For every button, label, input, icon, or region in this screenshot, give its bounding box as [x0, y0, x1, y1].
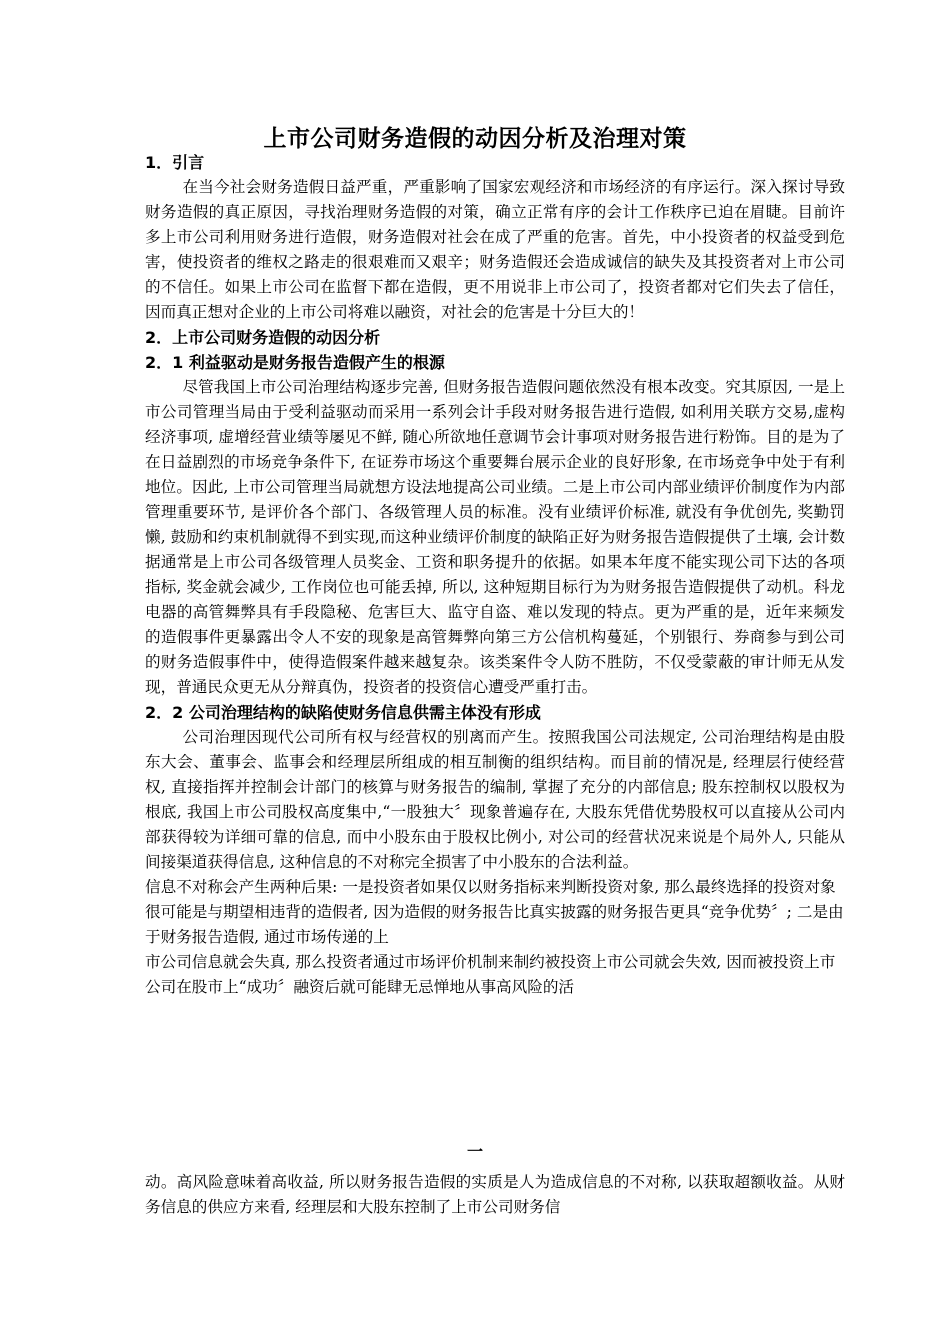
paragraph-2-1: 尽管我国上市公司治理结构逐步完善, 但财务报告造假问题依然没有根本改变。究其原因, 一是上市公司管理当局由于受利益驱动而采用一系列会计手段对财务报告进行造假, 如利用关联方交易,虚构经济事项, 虚增经营业绩等屡见不鲜, 随心所欲地任意调节会计事项对财务报告进行粉饰。目的是为了在日益剧烈的市场竞争条件下, 在证券市场这个重要舞台展示企业的良好形象, 在市场竞争中处于有利地位。因此, 上市公司管理当局就想方设法地提高公司业绩。二是上市公司内部业绩评价制度作为内部管理重要环节, 是评价各个部门、各级管理人员的标准。没有业绩评价标准, 就没有争优创先, 奖勤罚懒, 鼓励和约束机制就得不到实现,而这种业绩评价制度的缺陷正好为财务报告造假提供了土壤, 会计数据通常是上市公司各级管理人员奖金、工资和职务提升的依据。如果本年度不能实现公司下达的各项指标, 奖金就会减少, 工作岗位也可能丢掉, 所以, 这种短期目标行为为财务报告造假提供了动机。科龙电器的高管舞弊具有手段隐秘、危害巨大、监守自盗、难以发现的特点。更为严重的是，近年来频发的造假事件更暴露出令人不安的现象是高管舞弊向第三方公信机构蔓延，个别银行、券商参与到公司的财务造假事件中，使得造假案件越来越复杂。该类案件令人防不胜防，不仅受蒙蔽的审计师无从发现，普通民众更无从分辩真伪，投资者的投资信心遭受严重打击。 — [145, 378, 845, 696]
paragraph-introduction: 在当今社会财务造假日益严重，严重影响了国家宏观经济和市场经济的有序运行。深入探讨导致财务造假的真正原因，寻找治理财务造假的对策，确立正常有序的会计工作秩序已迫在眉睫。目前许多上市公司利用财务进行造假，财务造假对社会在成了严重的危害。首先，中小投资者的权益受到危害，使投资者的维权之路走的很艰难而又艰辛；财务造假还会造成诚信的缺失及其投资者对上市公司的不信任。如果上市公司在监督下都在造假，更不用说非上市公司了，投资者都对它们失去了信任，因而真正想对企业的上市公司将难以融资，对社会的危害是十分巨大的！ — [145, 178, 845, 321]
paragraph-2-2: 公司治理因现代公司所有权与经营权的别离而产生。按照我国公司法规定, 公司治理结构是由股东大会、董事会、监事会和经理层所组成的相互制衡的组织结构。而目前的情况是, 经理层行使经营权, 直接指挥并控制会计部门的核算与财务报告的编制, 掌握了充分的内部信息; 股东控制权以股权为根底, 我国上市公司股权高度集中,“一股独大〞现象普遍存在, 大股东凭借优势股权可以直接从公司内部获得较为详细可靠的信息, 而中小股东由于股权比例小, 对公司的经营状况来说是个局外人, 只能从间接渠道获得信息, 这种信息的不对称完全损害了中小股东的合法利益。 — [145, 728, 845, 871]
document-body — [145, 150, 845, 1000]
subsection-heading-2-2: 2．2 公司治理结构的缺陷使财务信息供需主体没有形成 — [145, 703, 541, 722]
subsection-heading-2-1: 2．1 利益驱动是财务报告造假产生的根源 — [145, 353, 445, 372]
paragraph-2-2-continued-a: 信息不对称会产生两种后果: 一是投资者如果仅以财务指标来判断投资对象, 那么最终选择的投资对象很可能是与期望相违背的造假者, 因为造假的财务报告比真实披露的财务报告更具“竞争优势〞; 二是由于财务报告造假, 通过市场传递的上 — [145, 878, 844, 946]
paragraph-2-2-continued-b: 市公司信息就会失真, 那么投资者通过市场评价机制来制约被投资上市公司就会失效, 因而被投资上市公司在股市上“成功〞融资后就可能肆无忌惮地从事高风险的活 — [145, 953, 836, 996]
page-number: 一 — [466, 1142, 483, 1161]
section-heading-motives: 2．上市公司财务造假的动因分析 — [145, 328, 381, 347]
document-title: 上市公司财务造假的动因分析及治理对策 — [263, 126, 687, 152]
next-page-continuation: 动。高风险意味着高收益, 所以财务报告造假的实质是人为造成信息的不对称, 以获取超额收益。从财务信息的供应方来看, 经理层和大股东控制了上市公司财务信 — [145, 1173, 845, 1216]
section-heading-introduction: 1．引言 — [145, 153, 205, 172]
